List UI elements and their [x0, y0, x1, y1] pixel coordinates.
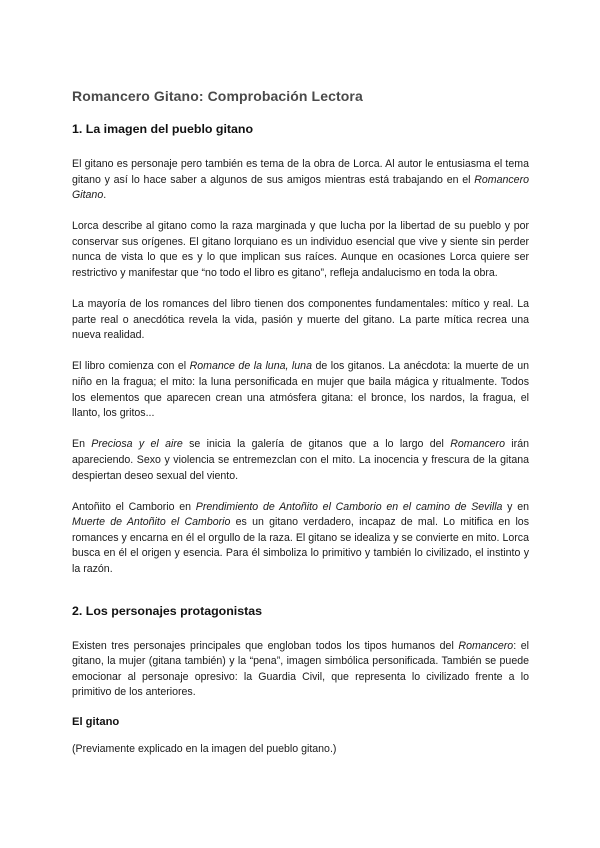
text-run: El libro comienza con el — [72, 360, 190, 373]
text-run: . — [103, 189, 107, 202]
text-run: Antoñito el Camborio en — [72, 500, 196, 513]
text-run: En — [72, 438, 92, 451]
text-run: irán apareciendo. Sexo y violencia se entremezclan con el mito. La inocencia y frescura de la gitana despiertan deseo sexual del viento. — [72, 438, 529, 482]
text-run: El gitano es personaje pero también es tema de la obra de Lorca. Al autor le entusiasma el tema gitano y así lo hace saber a algunos de sus amigos mientras está trabajando en el — [72, 158, 529, 186]
section-1-paragraph-3: La mayoría de los romances del libro tienen dos componentes fundamentales: mítico y real. La parte real o anecdótica revela la vida, pasión y muerte del gitano. La parte mítica recrea una nueva realidad. — [72, 298, 529, 342]
section-1-heading: 1. La imagen del pueblo gitano — [72, 122, 254, 136]
poem-title-italic: Romance de la luna, luna — [189, 360, 312, 373]
poem-title-italic: Muerte de Antoñito el Camborio — [72, 516, 231, 529]
section-2-subheading: El gitano — [72, 716, 120, 729]
book-title-italic: Romancero Gitano — [72, 173, 529, 202]
book-title-italic: Romancero — [450, 438, 505, 451]
text-run: : el gitano, la mujer (gitana también) y la “pena”, imagen simbólica personificada. También se puede emocionar al personaje opresivo: la Guardia Civil, que representa lo civilizado frente a lo primitivo de los anteriores. — [72, 639, 529, 699]
section-2-heading: 2. Los personajes protagonistas — [72, 603, 263, 618]
text-run: se inicia la galería de gitanos que a lo largo del — [182, 438, 451, 451]
section-1-paragraph-4 — [72, 359, 529, 421]
document-title: Romancero Gitano: Comprobación Lectora — [72, 88, 363, 104]
book-title-italic: Romancero — [458, 639, 514, 652]
poem-title-italic: Prendimiento de Antoñito el Camborio en el camino de Sevilla — [195, 500, 503, 513]
section-1-paragraph-1 — [72, 157, 529, 204]
text-run: de los gitanos. La anécdota: la muerte de un niño en la fragua; el mito: la luna personificada en mujer que baila mágica y ritualmente. Todos los elementos que aparecen crean una atmósfera gitana: el bronce, los nardos, la fragua, el llanto, los gritos... — [72, 360, 529, 420]
section-2-paragraph-1 — [72, 639, 529, 701]
section-2-paragraph-2: (Previamente explicado en la imagen del pueblo gitano.) — [72, 743, 337, 756]
section-1-paragraph-2: Lorca describe al gitano como la raza marginada y que lucha por la libertad de su pueblo y por conservar sus orígenes. El gitano lorquiano es un individuo esencial que vive y siente sin perder nunca de vista lo que es y lo que implican sus raíces. Aunque en ocasiones Lorca quiere ser restrictivo y manifestar que “no todo el libro es gitano”, refleja andalucismo en toda la obra. — [72, 220, 529, 280]
section-1-paragraph-6 — [72, 500, 529, 578]
section-1-paragraph-5 — [72, 437, 529, 484]
text-run: Existen tres personajes principales que engloban todos los tipos humanos del — [72, 639, 459, 652]
text-run: es un gitano verdadero, incapaz de mal. Lo mitifica en los romances y encarna en él el orgullo de la raza. El gitano se idealiza y se convierte en mito. Lorca busca en él el origen y esencia. Para él simboliza lo primitivo y también lo civilizado, el instinto y la razón. — [72, 516, 529, 575]
poem-title-italic: Preciosa y el aire — [91, 438, 183, 451]
text-run: y en — [502, 500, 529, 513]
